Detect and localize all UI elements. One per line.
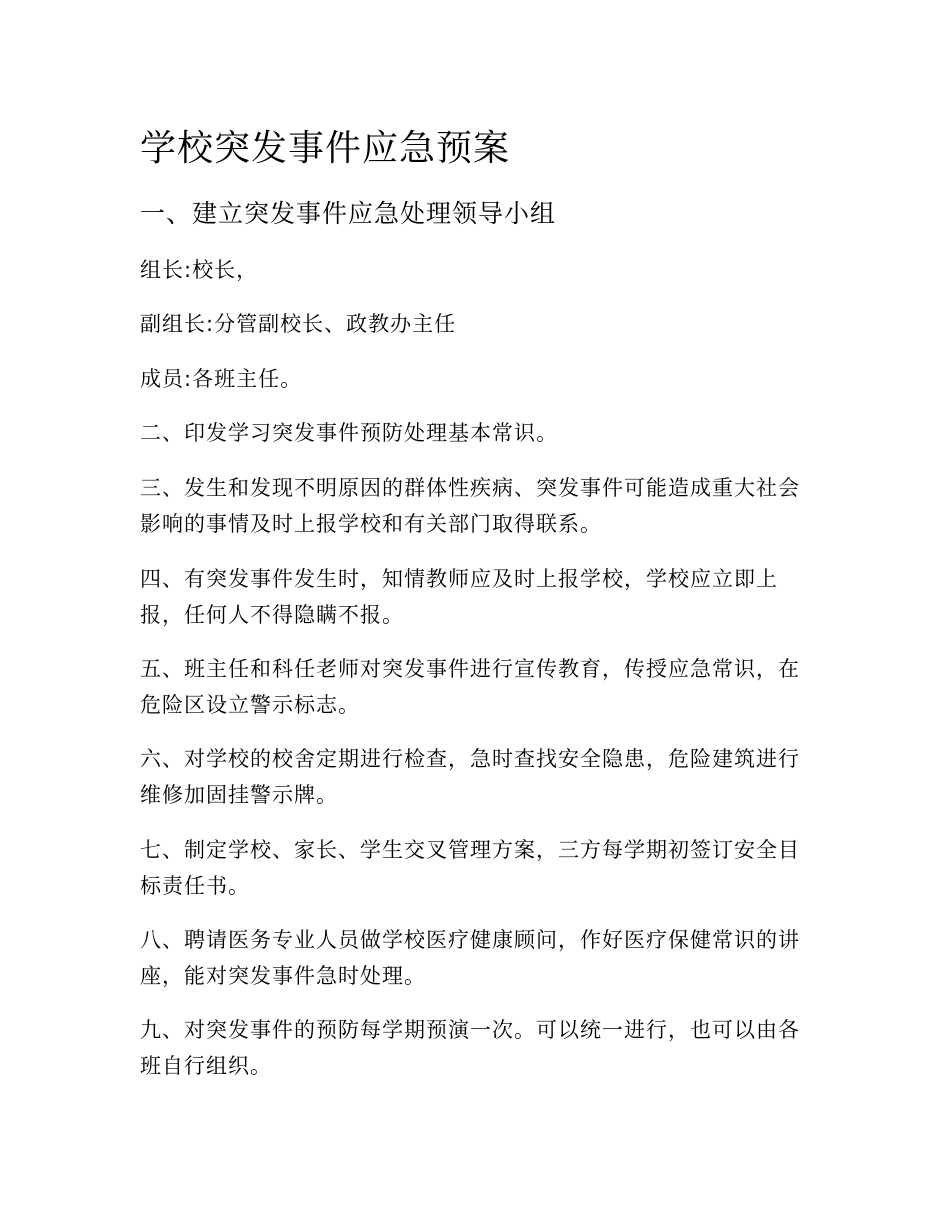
- paragraph-item-5: 五、班主任和科任老师对突发事件进行宣传教育，传授应急常识，在危险区设立警示标志。: [140, 657, 800, 717]
- paragraph-leader: 组长:校长，: [140, 258, 259, 282]
- paragraph-item-3: 三、发生和发现不明原因的群体性疾病、突发事件可能造成重大社会影响的事情及时上报学校和有关部门取得联系。: [140, 476, 800, 536]
- paragraph-item-8: 八、聘请医务专业人员做学校医疗健康顾问，作好医疗保健常识的讲座，能对突发事件急时处理。: [140, 928, 800, 988]
- section-heading: 一、建立突发事件应急处理领导小组: [140, 199, 557, 228]
- paragraph-members: 成员:各班主任。: [140, 367, 303, 391]
- paragraph-item-6: 六、对学校的校舍定期进行检查，急时查找安全隐患，危险建筑进行维修加固挂警示牌。: [140, 747, 800, 807]
- paragraph-item-4: 四、有突发事件发生时，知情教师应及时上报学校，学校应立即上报，任何人不得隐瞒不报。: [140, 567, 778, 627]
- paragraph-item-7: 七、制定学校、家长、学生交叉管理方案，三方每学期初签订安全目标责任书。: [140, 838, 800, 898]
- paragraph-deputy-leader: 副组长:分管副校长、政教办主任: [140, 312, 457, 336]
- document-title: 学校突发事件应急预案: [140, 128, 511, 169]
- paragraph-item-2: 二、印发学习突发事件预防处理基本常识。: [140, 421, 558, 445]
- paragraph-item-9: 九、对突发事件的预防每学期预演一次。可以统一进行，也可以由各班自行组织。: [140, 1018, 800, 1078]
- document-page: [140, 0, 810, 1230]
